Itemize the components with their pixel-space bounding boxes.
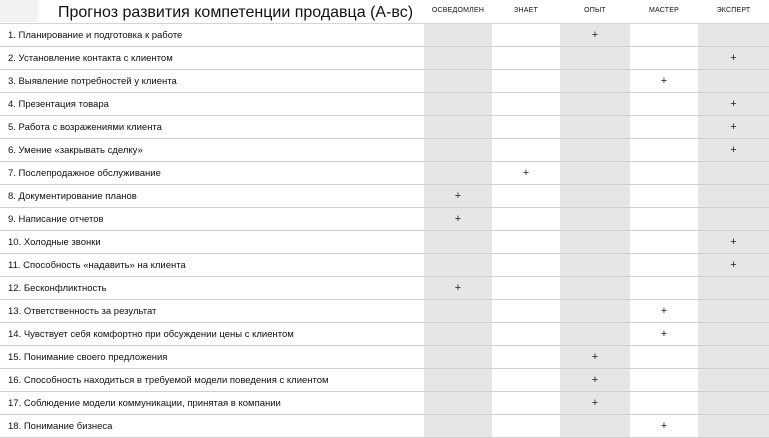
level-cell [630,369,698,392]
level-cell [492,346,560,369]
level-cell [560,47,630,70]
level-cell [560,70,630,93]
level-mark: + [424,277,492,300]
level-cell [424,392,492,415]
competency-label: 7. Послепродажное обслуживание [0,162,424,185]
level-cell [492,47,560,70]
table-row [0,346,769,369]
level-cell [698,300,769,323]
competency-label: 6. Умение «закрывать сделку» [0,139,424,162]
table-row [0,300,769,323]
level-cell [560,139,630,162]
level-cell [424,231,492,254]
level-mark: + [492,162,560,185]
level-cell [492,392,560,415]
level-cell [560,185,630,208]
competency-label: 12. Бесконфликтность [0,277,424,300]
column-header-aware: ОСВЕДОМЛЕН [431,7,485,14]
level-cell [630,116,698,139]
competency-label: 16. Способность находиться в требуемой модели поведения с клиентом [0,369,424,392]
level-cell [698,415,769,438]
level-cell [492,231,560,254]
level-mark: + [698,116,769,139]
level-cell [630,139,698,162]
level-cell [424,139,492,162]
competency-table [0,24,769,438]
table-row [0,70,769,93]
competency-label: 18. Понимание бизнеса [0,415,424,438]
column-header-expert: ЭКСПЕРТ [716,7,751,14]
level-cell [698,323,769,346]
competency-label: 3. Выявление потребностей у клиента [0,70,424,93]
level-mark: + [424,208,492,231]
competency-label: 11. Способность «надавить» на клиента [0,254,424,277]
competency-label: 13. Ответственность за результат [0,300,424,323]
level-cell [698,346,769,369]
level-mark: + [560,24,630,47]
competency-label: 1. Планирование и подготовка к работе [0,24,424,47]
level-cell [492,139,560,162]
level-cell [560,93,630,116]
level-cell [492,300,560,323]
level-mark: + [698,47,769,70]
level-mark: + [560,346,630,369]
level-cell [492,415,560,438]
level-cell [424,323,492,346]
table-row [0,185,769,208]
level-cell [424,93,492,116]
table-row [0,415,769,438]
column-header-experience: ОПЫТ [584,7,606,14]
competency-label: 5. Работа с возражениями клиента [0,116,424,139]
level-cell [630,254,698,277]
table-row [0,47,769,70]
level-cell [630,231,698,254]
level-cell [560,323,630,346]
level-cell [698,70,769,93]
level-cell [560,277,630,300]
level-cell [630,93,698,116]
level-cell [630,208,698,231]
level-cell [698,392,769,415]
level-cell [560,231,630,254]
page-title: Прогноз развития компетенции продавца (А-вс) [58,4,414,21]
competency-label: 9. Написание отчетов [0,208,424,231]
level-cell [424,369,492,392]
level-cell [424,300,492,323]
table-row [0,277,769,300]
level-cell [424,70,492,93]
level-mark: + [698,231,769,254]
level-cell [560,116,630,139]
column-header-knows: ЗНАЕТ [514,7,538,14]
level-cell [560,162,630,185]
level-cell [630,346,698,369]
table-row [0,369,769,392]
title-band [0,0,38,22]
table-row [0,323,769,346]
level-cell [492,277,560,300]
level-cell [424,24,492,47]
level-cell [492,323,560,346]
level-cell [698,185,769,208]
level-cell [630,185,698,208]
table-row [0,139,769,162]
level-mark: + [424,185,492,208]
table-row [0,392,769,415]
level-cell [560,254,630,277]
level-cell [424,254,492,277]
level-cell [492,185,560,208]
level-cell [492,254,560,277]
level-cell [630,392,698,415]
competency-label: 4. Презентация товара [0,93,424,116]
competency-label: 17. Соблюдение модели коммуникации, принятая в компании [0,392,424,415]
level-cell [424,47,492,70]
level-cell [630,24,698,47]
level-cell [560,300,630,323]
level-mark: + [630,415,698,438]
competency-label: 10. Холодные звонки [0,231,424,254]
level-cell [560,208,630,231]
level-cell [424,415,492,438]
level-mark: + [630,300,698,323]
level-mark: + [698,93,769,116]
level-mark: + [630,70,698,93]
table-row [0,254,769,277]
column-header-master: МАСТЕР [649,7,679,14]
level-mark: + [698,254,769,277]
level-cell [630,277,698,300]
table-row [0,93,769,116]
level-cell [560,415,630,438]
level-cell [698,162,769,185]
level-mark: + [698,139,769,162]
table-row [0,231,769,254]
level-mark: + [560,369,630,392]
level-cell [492,24,560,47]
table-row [0,162,769,185]
level-cell [630,47,698,70]
level-cell [492,208,560,231]
level-cell [698,24,769,47]
competency-label: 14. Чувствует себя комфортно при обсуждении цены с клиентом [0,323,424,346]
table-row [0,116,769,139]
table-row [0,24,769,47]
level-cell [698,277,769,300]
level-cell [424,346,492,369]
level-cell [492,369,560,392]
level-cell [492,116,560,139]
level-cell [698,208,769,231]
competency-label: 2. Установление контакта с клиентом [0,47,424,70]
level-cell [698,369,769,392]
level-cell [424,116,492,139]
competency-label: 8. Документирование планов [0,185,424,208]
level-mark: + [630,323,698,346]
competency-label: 15. Понимание своего предложения [0,346,424,369]
level-cell [424,162,492,185]
level-cell [630,162,698,185]
level-mark: + [560,392,630,415]
table-row [0,208,769,231]
level-cell [492,70,560,93]
level-cell [492,93,560,116]
